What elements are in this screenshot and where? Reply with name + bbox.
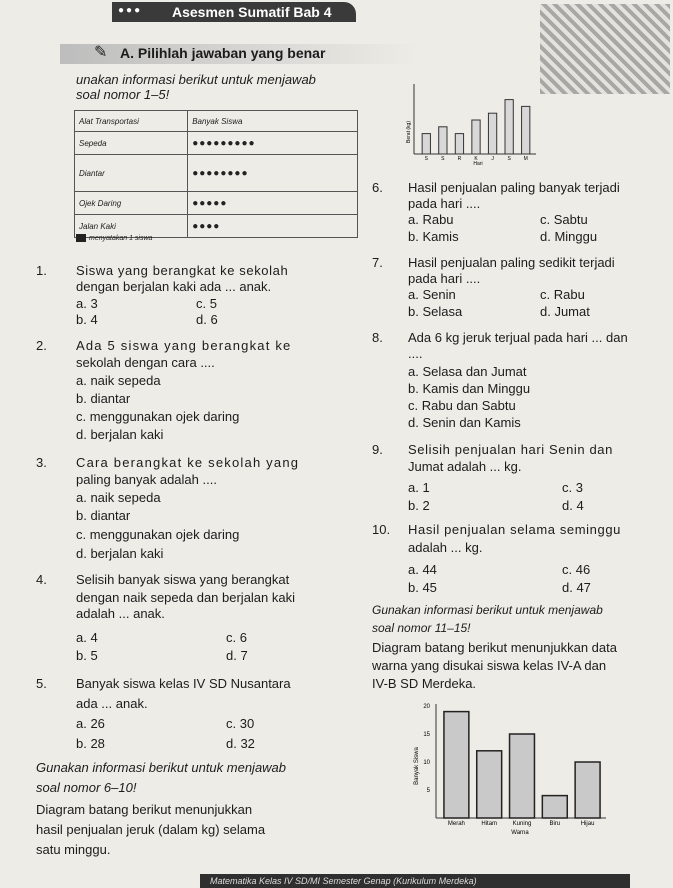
- chart2-ytick-label: 15: [423, 732, 430, 738]
- intro-text-1b: soal nomor 1–5!: [76, 87, 170, 102]
- intro-text-3: Gunakan informasi berikut untuk menjawab: [372, 603, 603, 617]
- q1-option-d[interactable]: d. 6: [196, 312, 218, 327]
- chart2-ytick-label: 5: [426, 788, 430, 794]
- table-legend: [76, 234, 152, 242]
- q4-option-b[interactable]: b. 5: [76, 648, 98, 663]
- chart1-bar: [455, 134, 463, 154]
- q3-option-b[interactable]: b. diantar: [76, 508, 131, 523]
- table-cell-label: Sepeda: [75, 132, 188, 155]
- intro-text-2: Gunakan informasi berikut untuk menjawab: [36, 760, 287, 775]
- intro-text-2b: soal nomor 6–10!: [36, 780, 137, 795]
- chart1-ylabel: Berat (kg): [406, 121, 412, 143]
- table-cell-label: Ojek Daring: [75, 192, 188, 215]
- q9-text: Selisih penjualan hari Senin dan: [408, 442, 613, 457]
- chart1-tick-label: K: [474, 156, 478, 162]
- q4-option-d[interactable]: d. 7: [226, 648, 248, 663]
- q6-option-a[interactable]: a. Rabu: [408, 212, 454, 227]
- chart2-xlabel: Warna: [511, 830, 529, 836]
- q4-option-c[interactable]: c. 6: [226, 630, 247, 645]
- q6-option-b[interactable]: b. Kamis: [408, 229, 459, 244]
- chart1-bar: [488, 113, 496, 154]
- page-footer: Matematika Kelas IV SD/MI Semester Genap (Kurikulum Merdeka): [200, 874, 630, 888]
- chart2-bar: [510, 734, 535, 818]
- q8-number: 8.: [372, 330, 383, 345]
- q7-option-d[interactable]: d. Jumat: [540, 304, 590, 319]
- q5-option-d[interactable]: d. 32: [226, 736, 255, 751]
- table-cell-label: Diantar: [75, 155, 188, 192]
- q9-number: 9.: [372, 442, 383, 457]
- q10-option-c[interactable]: c. 46: [562, 562, 591, 577]
- q3-number: 3.: [36, 455, 47, 470]
- q1-text: Siswa yang berangkat ke sekolah: [76, 263, 289, 278]
- chart2-tick-label: Hitam: [481, 821, 498, 827]
- table-cell-icons: ●●●●: [188, 215, 358, 238]
- q2-number: 2.: [36, 338, 47, 353]
- desc-text-3c: IV-B SD Merdeka.: [372, 676, 477, 691]
- table-cell-icons: ●●●●●●●●: [188, 155, 358, 192]
- chart2-bar: [575, 762, 600, 818]
- orange-sales-chart: [400, 80, 540, 166]
- intro-text-1: unakan informasi berikut untuk menjawab: [76, 72, 316, 87]
- header-dots: ●●●: [118, 5, 143, 16]
- q9-text-2: Jumat adalah ... kg.: [408, 459, 522, 474]
- q1-option-c[interactable]: c. 5: [196, 296, 217, 311]
- q4-text-3: adalah ... anak.: [76, 606, 165, 621]
- q1-option-a[interactable]: a. 3: [76, 296, 98, 311]
- table-row: [75, 132, 358, 155]
- table-header-transport: Alat Transportasi: [75, 111, 188, 132]
- chart2-ylabel: Banyak Siswa: [414, 747, 420, 785]
- q5-text: Banyak siswa kelas IV SD Nusantara: [76, 676, 291, 691]
- q5-number: 5.: [36, 676, 47, 691]
- q10-number: 10.: [372, 522, 391, 537]
- table-cell-label: Jalan Kaki: [75, 215, 188, 238]
- q6-text: Hasil penjualan paling banyak terjadi: [408, 180, 620, 195]
- chart1-bar: [439, 127, 447, 154]
- chart1-bar: [422, 134, 430, 154]
- q3-option-a[interactable]: a. naik sepeda: [76, 490, 161, 505]
- q2-option-b[interactable]: b. diantar: [76, 391, 131, 406]
- q4-number: 4.: [36, 572, 47, 587]
- q3-option-d[interactable]: d. berjalan kaki: [76, 546, 164, 561]
- q5-option-b[interactable]: b. 28: [76, 736, 105, 751]
- table-header-students: Banyak Siswa: [188, 111, 358, 132]
- legend-text: menyatakan 1 siswa: [89, 234, 153, 242]
- q8-option-b[interactable]: b. Kamis dan Minggu: [408, 381, 531, 396]
- q8-option-c[interactable]: c. Rabu dan Sabtu: [408, 398, 516, 413]
- chart2-bar: [477, 751, 502, 818]
- chart1-bar: [472, 120, 480, 154]
- table-cell-icons: ●●●●●: [188, 192, 358, 215]
- chart2-tick-label: Merah: [447, 821, 465, 827]
- q7-option-b[interactable]: b. Selasa: [408, 304, 463, 319]
- favorite-color-chart: [408, 696, 608, 836]
- chart2-bar: [444, 712, 469, 818]
- qr-code-image: [540, 4, 670, 94]
- q6-option-c[interactable]: c. Sabtu: [540, 212, 588, 227]
- q6-number: 6.: [372, 180, 383, 195]
- q8-option-a[interactable]: a. Selasa dan Jumat: [408, 364, 527, 379]
- q7-text-2: pada hari ....: [408, 271, 481, 286]
- q10-text-2: adalah ... kg.: [408, 540, 483, 555]
- chart2-ytick-label: 10: [423, 760, 430, 766]
- q10-option-b[interactable]: b. 45: [408, 580, 437, 595]
- table-row: [75, 155, 358, 192]
- q3-text: Cara berangkat ke sekolah yang: [76, 455, 300, 470]
- q10-option-a[interactable]: a. 44: [408, 562, 437, 577]
- chart1-tick-label: S: [441, 156, 445, 162]
- q9-option-d[interactable]: d. 4: [562, 498, 584, 513]
- q9-option-b[interactable]: b. 2: [408, 498, 430, 513]
- q4-text-2: dengan naik sepeda dan berjalan kaki: [76, 590, 296, 605]
- q7-option-a[interactable]: a. Senin: [408, 287, 456, 302]
- q5-option-a[interactable]: a. 26: [76, 716, 105, 731]
- desc-text-3b: warna yang disukai siswa kelas IV-A dan: [372, 658, 607, 673]
- assessment-title: Asesmen Sumatif Bab 4: [172, 4, 332, 20]
- desc-text-2b: hasil penjualan jeruk (dalam kg) selama: [36, 822, 266, 837]
- q2-option-c[interactable]: c. menggunakan ojek daring: [76, 409, 240, 424]
- table-row: [75, 192, 358, 215]
- q9-option-c[interactable]: c. 3: [562, 480, 583, 495]
- transport-table: [74, 110, 358, 238]
- chart2-ytick-label: 20: [423, 704, 430, 710]
- q2-option-a[interactable]: a. naik sepeda: [76, 373, 161, 388]
- chart2-tick-label: Biru: [549, 821, 561, 827]
- q7-option-c[interactable]: c. Rabu: [540, 287, 585, 302]
- q7-number: 7.: [372, 255, 383, 270]
- q1-text-2: dengan berjalan kaki ada ... anak.: [76, 279, 272, 294]
- pencil-icon: ✎: [94, 44, 108, 61]
- chart1-tick-label: M: [523, 156, 528, 162]
- q5-option-c[interactable]: c. 30: [226, 716, 255, 731]
- desc-text-2: Diagram batang berikut menunjukkan: [36, 802, 253, 817]
- chart2-tick-label: Kuning: [512, 821, 532, 827]
- chart2-tick-label: Hijau: [580, 821, 595, 827]
- legend-square-icon: [76, 234, 86, 242]
- q7-text: Hasil penjualan paling sedikit terjadi: [408, 255, 615, 270]
- q4-text: Selisih banyak siswa yang berangkat: [76, 572, 290, 587]
- q10-option-d[interactable]: d. 47: [562, 580, 591, 595]
- q8-text-2: ....: [408, 346, 423, 361]
- chart1-tick-label: S: [507, 156, 511, 162]
- q1-number: 1.: [36, 263, 47, 278]
- q8-text: Ada 6 kg jeruk terjual pada hari ... dan: [408, 330, 628, 345]
- q10-text: Hasil penjualan selama seminggu: [408, 522, 621, 537]
- q2-text: Ada 5 siswa yang berangkat ke: [76, 338, 292, 353]
- q2-text-2: sekolah dengan cara ....: [76, 355, 215, 370]
- chart1-bar: [522, 106, 530, 154]
- q9-option-a[interactable]: a. 1: [408, 480, 430, 495]
- chart1-tick-label: J: [491, 156, 494, 162]
- q5-text-2: ada ... anak.: [76, 696, 148, 711]
- q3-text-2: paling banyak adalah ....: [76, 472, 217, 487]
- q8-option-d[interactable]: d. Senin dan Kamis: [408, 415, 521, 430]
- chart1-bar: [505, 100, 513, 154]
- q6-text-2: pada hari ....: [408, 196, 481, 211]
- section-title: A. Pilihlah jawaban yang benar: [120, 45, 326, 61]
- table-cell-icons: ●●●●●●●●●: [188, 132, 358, 155]
- chart1-tick-label: S: [424, 156, 428, 162]
- intro-text-3b: soal nomor 11–15!: [372, 621, 471, 635]
- q2-option-d[interactable]: d. berjalan kaki: [76, 427, 164, 442]
- desc-text-2c: satu minggu.: [36, 842, 111, 857]
- chart1-xlabel: Hari: [473, 161, 483, 166]
- chart2-bar: [542, 796, 567, 818]
- q4-option-a[interactable]: a. 4: [76, 630, 98, 645]
- q1-option-b[interactable]: b. 4: [76, 312, 98, 327]
- desc-text-3: Diagram batang berikut menunjukkan data: [372, 640, 617, 655]
- chart1-tick-label: R: [457, 156, 462, 162]
- q6-option-d[interactable]: d. Minggu: [540, 229, 598, 244]
- q3-option-c[interactable]: c. menggunakan ojek daring: [76, 527, 240, 542]
